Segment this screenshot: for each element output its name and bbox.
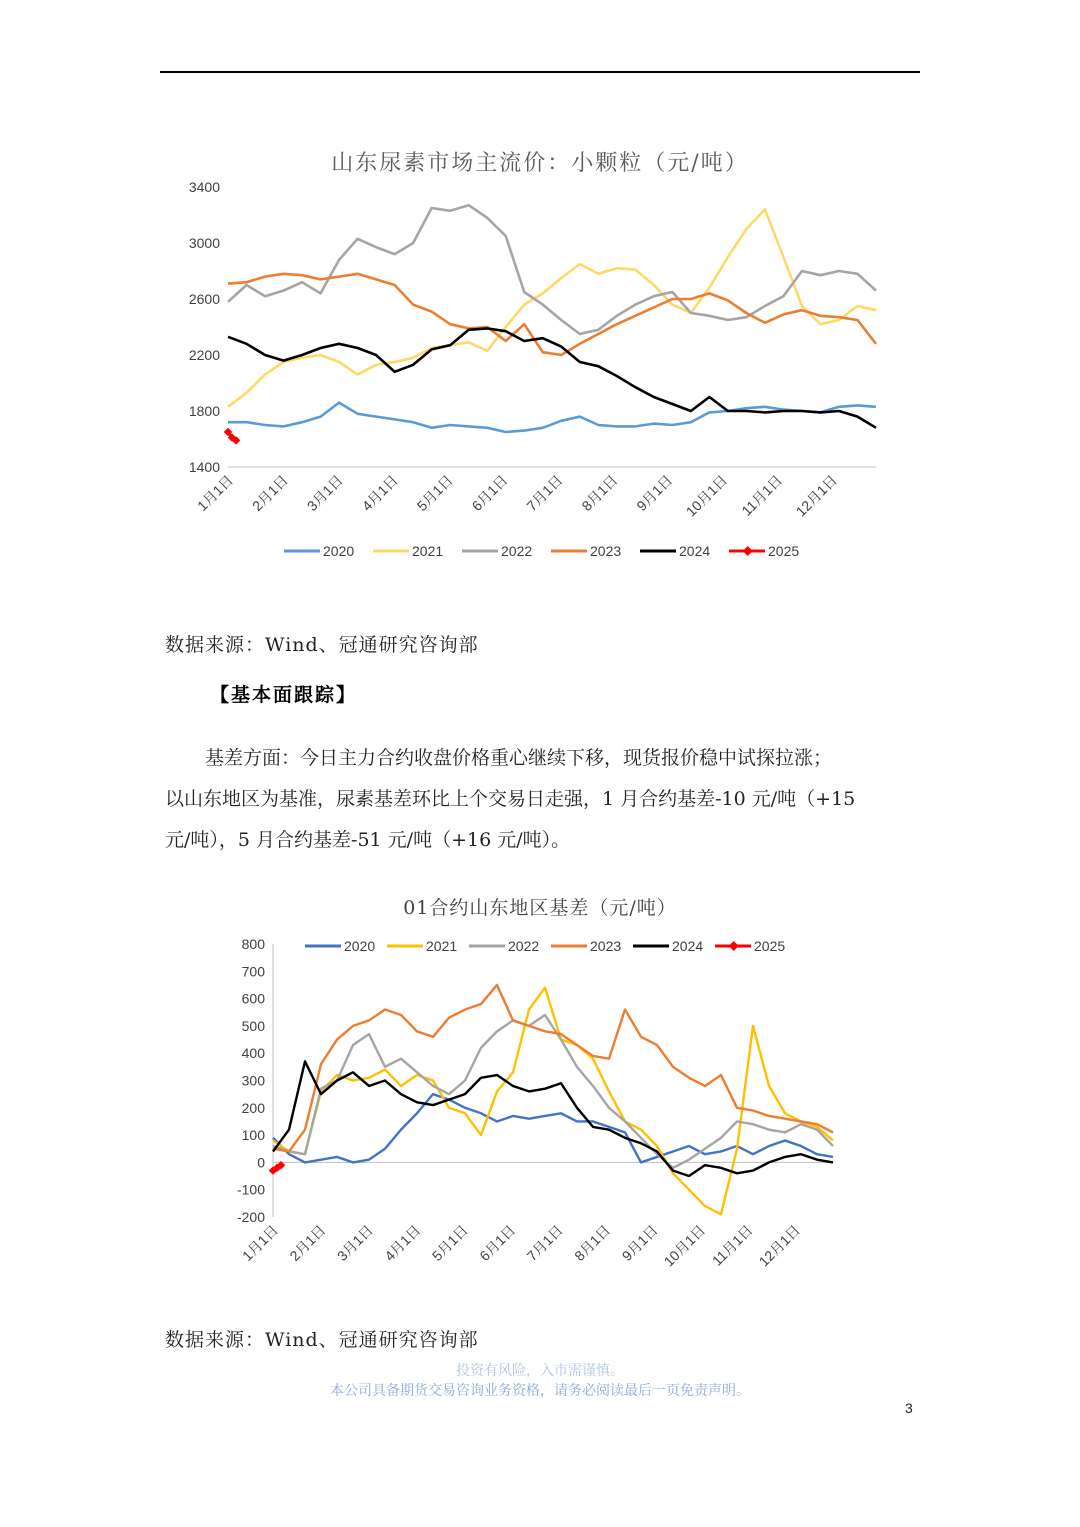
data-source-1: 数据来源：Wind、冠通研究咨询部 bbox=[165, 634, 479, 656]
basis-chart-svg bbox=[160, 888, 920, 1288]
price-chart-y-tick-label: 3400 bbox=[188, 179, 220, 195]
price-chart-x-tick-label: 11月1日 bbox=[738, 471, 786, 519]
basis-chart-x-tick-label: 10月1日 bbox=[660, 1221, 709, 1270]
basis-chart-series-2024 bbox=[273, 1061, 833, 1176]
price-chart-legend-label: 2020 bbox=[323, 543, 355, 559]
price-chart-x-tick-label: 8月1日 bbox=[578, 471, 621, 514]
basis-chart-legend-label: 2021 bbox=[426, 938, 458, 954]
price-chart-legend-label: 2024 bbox=[679, 543, 711, 559]
basis-chart-x-tick-label: 11月1日 bbox=[708, 1221, 756, 1269]
page-number: 3 bbox=[905, 1400, 913, 1416]
basis-chart-x-tick-label: 3月1日 bbox=[333, 1221, 377, 1264]
basis-chart-x-tick-label: 7月1日 bbox=[523, 1221, 566, 1264]
basis-chart-series-2021 bbox=[273, 988, 833, 1215]
price-chart-x-tick-label: 12月1日 bbox=[792, 471, 841, 520]
basis-chart-y-tick-label: 700 bbox=[241, 963, 265, 980]
basis-chart-x-tick-label: 2月1日 bbox=[286, 1221, 329, 1264]
basis-chart-y-tick-label: 0 bbox=[257, 1154, 265, 1171]
basis-chart-x-tick-label: 9月1日 bbox=[618, 1221, 661, 1264]
price-chart-series-2021 bbox=[228, 209, 876, 406]
price-chart bbox=[160, 138, 920, 570]
basis-chart-series-2022 bbox=[273, 1015, 833, 1168]
price-chart-series-2022 bbox=[228, 205, 876, 334]
price-chart-legend-label: 2021 bbox=[412, 543, 444, 559]
data-source-2: 数据来源：Wind、冠通研究咨询部 bbox=[165, 1329, 479, 1351]
price-chart-x-tick-label: 5月1日 bbox=[413, 471, 456, 514]
header-rule bbox=[160, 71, 920, 73]
basis-chart-series-2020 bbox=[273, 1094, 833, 1162]
basis-chart-y-tick-label: 200 bbox=[241, 1099, 265, 1116]
price-chart-x-tick-label: 6月1日 bbox=[468, 471, 511, 514]
basis-chart bbox=[160, 888, 920, 1288]
paragraph-line-3: 元/吨），5 月合约基差-51 元/吨（+16 元/吨）。 bbox=[165, 829, 571, 851]
basis-chart-legend-label: 2024 bbox=[672, 938, 704, 954]
basis-chart-legend-label: 2022 bbox=[508, 938, 540, 954]
basis-chart-y-tick-label: 500 bbox=[241, 1017, 265, 1034]
price-chart-legend-marker bbox=[743, 546, 753, 556]
price-chart-y-tick-label: 2200 bbox=[188, 347, 220, 363]
price-chart-y-tick-label: 1400 bbox=[188, 459, 220, 475]
footer-risk-line: 投资有风险，入市需谨慎。 bbox=[456, 1363, 624, 1379]
basis-chart-legend-label: 2020 bbox=[344, 938, 376, 954]
price-chart-y-tick-label: 2600 bbox=[188, 291, 220, 307]
price-chart-x-tick-label: 4月1日 bbox=[358, 471, 401, 514]
basis-chart-y-tick-label: 800 bbox=[241, 936, 265, 952]
basis-paragraph bbox=[165, 738, 925, 861]
basis-chart-x-tick-label: 6月1日 bbox=[476, 1221, 519, 1264]
price-chart-x-tick-label: 1月1日 bbox=[193, 471, 237, 514]
basis-chart-y-tick-label: 300 bbox=[241, 1072, 265, 1089]
price-chart-x-tick-label: 7月1日 bbox=[523, 471, 566, 514]
price-chart-series-2020 bbox=[228, 403, 876, 432]
footer-disclaimer-line: 本公司具备期货交易咨询业务资格，请务必阅读最后一页免责声明。 bbox=[330, 1383, 750, 1399]
price-chart-x-tick-label: 10月1日 bbox=[682, 471, 731, 520]
price-chart-x-tick-label: 3月1日 bbox=[303, 471, 346, 514]
basis-chart-legend-label: 2023 bbox=[590, 938, 622, 954]
basis-chart-y-tick-label: -100 bbox=[236, 1181, 265, 1198]
price-chart-y-tick-label: 3000 bbox=[188, 235, 220, 251]
basis-chart-y-tick-label: 600 bbox=[241, 990, 265, 1007]
price-chart-x-tick-label: 9月1日 bbox=[633, 471, 676, 514]
price-chart-legend-label: 2025 bbox=[768, 543, 800, 559]
basis-chart-x-tick-label: 12月1日 bbox=[755, 1221, 804, 1270]
price-chart-title: 山东尿素市场主流价：小颗粒（元/吨） bbox=[331, 151, 749, 176]
basis-chart-x-tick-label: 4月1日 bbox=[381, 1221, 424, 1264]
paragraph-line-1: 基差方面：今日主力合约收盘价格重心继续下移，现货报价稳中试探拉涨； bbox=[205, 747, 833, 769]
basis-chart-y-tick-label: 100 bbox=[241, 1127, 265, 1144]
basis-chart-legend-marker bbox=[729, 941, 739, 951]
price-chart-legend-label: 2022 bbox=[501, 543, 533, 559]
section-title: 【基本面跟踪】 bbox=[210, 684, 358, 706]
price-chart-legend-label: 2023 bbox=[590, 543, 622, 559]
basis-chart-title: 01合约山东地区基差（元/吨） bbox=[403, 897, 677, 919]
price-chart-x-tick-label: 2月1日 bbox=[248, 471, 292, 514]
price-chart-svg bbox=[160, 138, 920, 570]
basis-chart-legend-label: 2025 bbox=[754, 938, 786, 954]
basis-chart-x-tick-label: 5月1日 bbox=[428, 1221, 471, 1264]
basis-chart-y-tick-label: -200 bbox=[236, 1209, 265, 1225]
paragraph-line-2: 以山东地区为基准，尿素基差环比上个交易日走强，1 月合约基差-10 元/吨（+15 bbox=[165, 788, 856, 810]
basis-chart-y-tick-label: 400 bbox=[241, 1045, 265, 1062]
basis-chart-x-tick-label: 8月1日 bbox=[571, 1221, 614, 1264]
price-chart-y-tick-label: 1800 bbox=[188, 403, 220, 419]
basis-chart-x-tick-label: 1月1日 bbox=[238, 1221, 282, 1264]
